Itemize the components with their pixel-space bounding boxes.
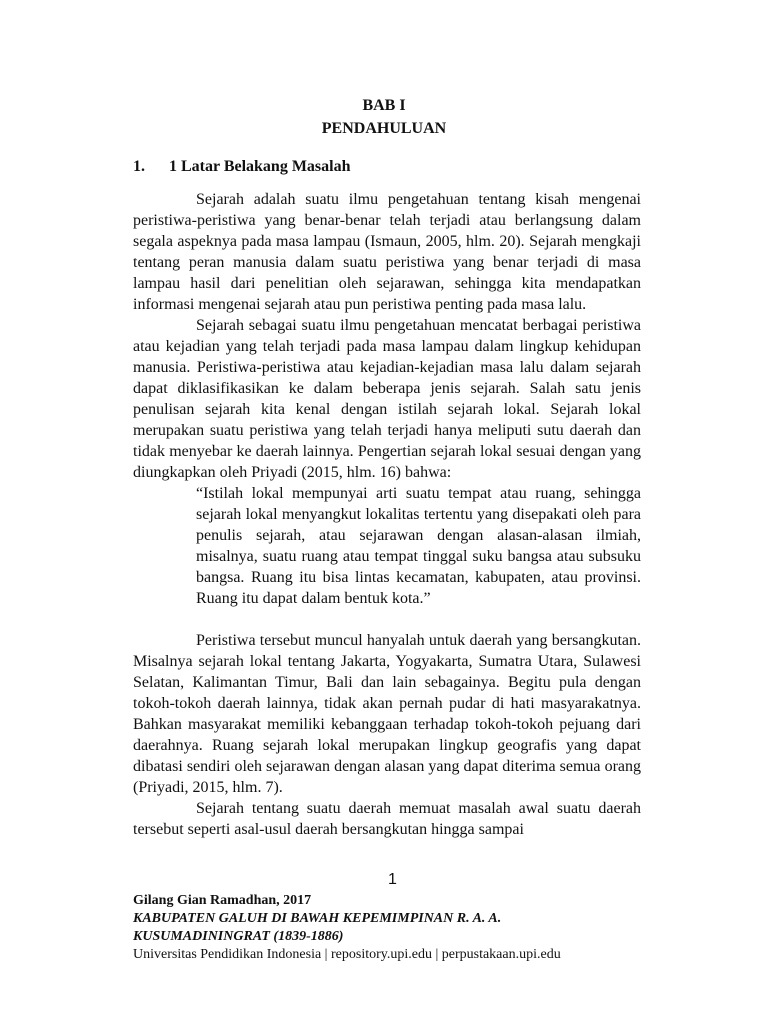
footer-title-line-1: KABUPATEN GALUH DI BAWAH KEPEMIMPINAN R. A. A. bbox=[133, 911, 502, 926]
body-text bbox=[133, 189, 641, 840]
section-title: 1 Latar Belakang Masalah bbox=[169, 158, 351, 175]
page-number: 1 bbox=[388, 871, 397, 888]
paragraph: Sejarah tentang suatu daerah memuat masalah awal suatu daerah tersebut seperti asal-usul daerah bersangkutan hingga sampai bbox=[133, 800, 641, 838]
paragraph: Sejarah sebagai suatu ilmu pengetahuan mencatat berbagai peristiwa atau kejadian yang telah terjadi pada masa lampau dalam lingkup kehidupan manusia. Peristiwa-peristiwa atau kejadian-kejadian masa lalu dalam sejarah dapat diklasifikasikan ke dalam beberapa jenis sejarah. Salah satu jenis penulisan sejarah kita kenal dengan istilah sejarah lokal. Sejarah lokal merupakan suatu peristiwa yang telah terjadi hanya meliputi sutu daerah dan tidak menyebar ke daerah lainnya. Pengertian sejarah lokal sesuai dengan yang diungkapkan oleh Priyadi (2015, hlm. 16) bahwa: bbox=[133, 317, 641, 481]
chapter-title: PENDAHULUAN bbox=[321, 120, 447, 137]
section-heading bbox=[133, 157, 351, 177]
footer bbox=[133, 892, 653, 964]
footer-author: Gilang Gian Ramadhan, 2017 bbox=[133, 893, 312, 908]
section-number: 1. bbox=[133, 158, 145, 175]
paragraph: Sejarah adalah suatu ilmu pengetahuan tentang kisah mengenai peristiwa-peristiwa yang benar-benar telah terjadi atau berlangsung dalam segala aspeknya pada masa lampau (Ismaun, 2005, hlm. 20). Sejarah mengkaji tentang peran manusia dalam suatu peristiwa yang benar terjadi di masa lampau hasil dari penelitian oleh sejarawan, sehingga kita mendapatkan informasi mengenai sejarah atau pun peristiwa penting pada masa lalu. bbox=[133, 191, 641, 313]
footer-title-line-2: KUSUMADININGRAT (1839-1886) bbox=[133, 929, 344, 944]
chapter-number: BAB I bbox=[362, 97, 406, 114]
footer-institution: Universitas Pendidikan Indonesia | repository.upi.edu | perpustakaan.upi.edu bbox=[133, 947, 561, 962]
paragraph: Peristiwa tersebut muncul hanyalah untuk daerah yang bersangkutan. Misalnya sejarah lokal tentang Jakarta, Yogyakarta, Sumatra Utara, Sulawesi Selatan, Kalimantan Timur, Bali dan lain sebagainya. Begitu pula dengan tokoh-tokoh daerah lainnya, tidak akan pernah pudar di hati masyarakatnya. Bahkan masyarakat memiliki kebanggaan terhadap tokoh-tokoh pejuang dari daerahnya. Ruang sejarah lokal merupakan lingkup geografis yang dapat dibatasi sendiri oleh sejarawan dengan alasan yang dapat diterima semua orang (Priyadi, 2015, hlm. 7). bbox=[133, 632, 641, 796]
block-quote: “Istilah lokal mempunyai arti suatu tempat atau ruang, sehingga sejarah lokal menyangkut lokalitas tertentu yang disepakati oleh para penulis sejarah, atau sejarawan dengan alasan-alasan ilmiah, misalnya, suatu ruang atau tempat tinggal suku bangsa atau subsuku bangsa. Ruang itu bisa lintas kecamatan, kabupaten, atau provinsi. Ruang itu dapat dalam bentuk kota.” bbox=[196, 485, 641, 607]
